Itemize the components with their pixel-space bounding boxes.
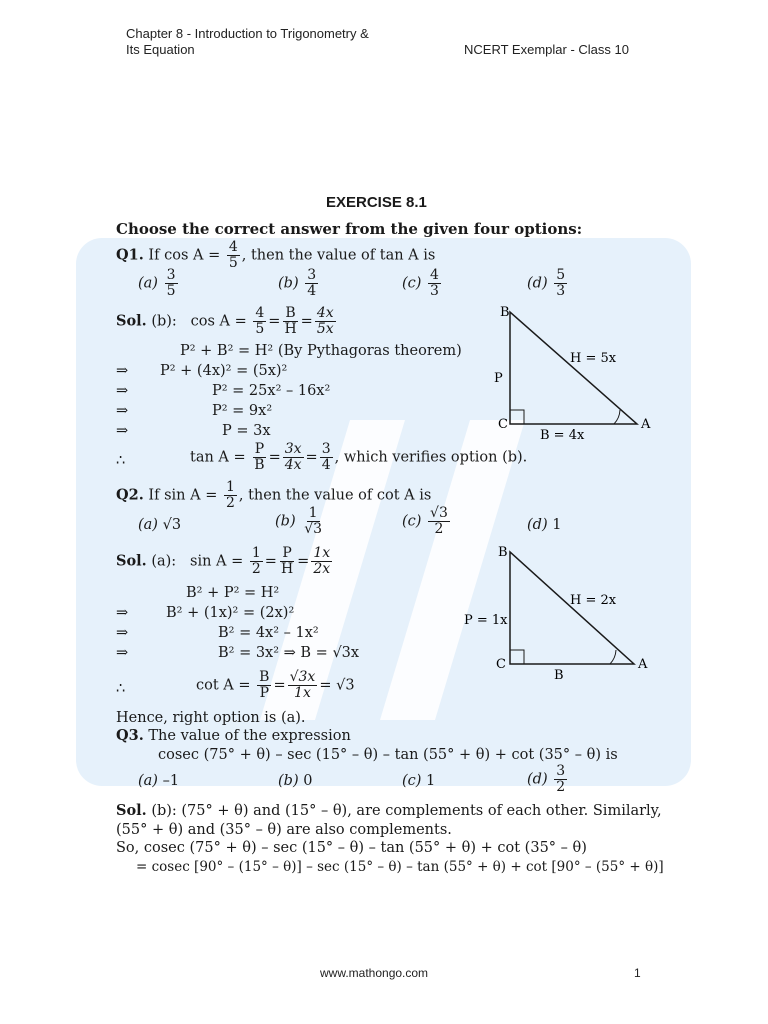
q1-solution-line1: Sol. (b): cos A = $\frac{4}{5}$ = $\frac{B}{H}$ = $\frac{4x}{5x}$ [116,305,334,337]
q1-question: Q1. If cos A = $\frac{4}{5}$ , then the value of tan A is [116,239,436,271]
q2-arrow-2: ⇒ [116,625,129,641]
q2-solution-line5: B² = 3x² ⇒ B = √3x [218,645,360,661]
q1-solution-line2: P² + B² = H² (By Pythagoras theorem) [180,343,462,359]
q2-tri-label-base: B [554,668,564,683]
q2-option-c: (c) $\frac{√3}{2}$ [402,505,448,537]
exercise-title: EXERCISE 8.1 [326,194,427,211]
q1-tri-label-p: P [494,371,503,386]
chapter-title-line2: Its Equation [126,42,195,57]
q2-tri-label-a: A [638,657,648,672]
q3-question: Q3. The value of the expression [116,727,351,744]
q1-option-b: (b) $\frac{3}{4}$ [278,267,317,299]
q2-tri-label-b: B [498,545,508,560]
q2-solution-line4: B² = 4x² – 1x² [218,625,319,641]
q2-triangle-diagram [458,542,658,684]
q2-question: Q2. If sin A = $\frac{1}{2}$ , then the value of cot A is [116,479,432,511]
chapter-title-line1: Chapter 8 - Introduction to Trigonometry & [126,26,369,41]
q3-solution-line2: (55° + θ) and (35° – θ) are also complements. [116,822,452,838]
q1-tri-label-a: A [641,417,651,432]
q1-option-a: (a) $\frac{3}{5}$ [138,267,176,299]
q2-therefore: ∴ [116,681,126,697]
q3-option-c: (c) 1 [402,773,436,789]
q1-arrow-1: ⇒ [116,363,129,379]
q2-option-d: (d) 1 [527,517,562,533]
q2-solution-line3: B² + (1x)² = (2x)² [166,605,295,621]
q1-triangle-diagram [490,300,660,445]
q1-tri-label-b: B [500,305,510,320]
q1-solution-line3: P² + (4x)² = (5x)² [160,363,288,379]
q1-tri-label-c: C [498,417,508,432]
q1-option-c: (c) $\frac{4}{3}$ [402,267,439,299]
q1-solution-line6: P = 3x [222,423,271,439]
q3-expression: cosec (75° + θ) – sec (15° – θ) – tan (55° + θ) + cot (35° – θ) is [158,747,618,763]
q1-tan-line: tan A = $\frac{P}{B}$ = $\frac{3x}{4x}$ = $\frac{3}{4}$ , which verifies option (b). [190,441,528,473]
q2-arrow-3: ⇒ [116,645,129,661]
q1-solution-line5: P² = 9x² [212,403,273,419]
q2-solution-line1: Sol. (a): sin A = $\frac{1}{2}$ = $\frac{P}{H}$ = $\frac{1x}{2x}$ [116,545,331,577]
q2-option-b: (b) $\frac{1}{√3}$ [275,505,323,537]
q1-option-d: (d) $\frac{5}{3}$ [527,267,566,299]
q2-solution-line2: B² + P² = H² [186,585,280,601]
page-number: 1 [634,966,641,980]
q1-therefore: ∴ [116,453,126,469]
q1-solution-line4: P² = 25x² – 16x² [212,383,331,399]
footer-site: www.mathongo.com [320,966,429,980]
book-title: NCERT Exemplar - Class 10 [464,42,629,57]
q1-tri-label-h: H = 5x [570,351,617,366]
q3-solution-line1: Sol. (b): (75° + θ) and (15° – θ), are complements of each other. Similarly, [116,802,662,819]
q3-option-a: (a) –1 [138,773,180,789]
q2-tri-label-h: H = 2x [570,593,617,608]
instruction: Choose the correct answer from the given four options: [116,220,583,238]
q1-arrow-4: ⇒ [116,423,129,439]
q2-cot-line: cot A = $\frac{B}{P}$ = $\frac{√3x}{1x}$ = √3 [196,669,355,701]
q1-tri-label-base: B = 4x [540,428,585,443]
q2-tri-label-p: P = 1x [464,613,508,628]
q2-hence: Hence, right option is (a). [116,710,306,726]
q3-solution-line4: = cosec [90° – (15° – θ)] – sec (15° – θ) – tan (55° + θ) + cot [90° – (55° + θ)] [136,859,664,875]
q2-tri-label-c: C [496,657,506,672]
q3-solution-line3: So, cosec (75° + θ) – sec (15° – θ) – tan (55° + θ) + cot (35° – θ) [116,840,587,856]
q2-option-a: (a) √3 [138,517,182,533]
q3-option-b: (b) 0 [278,773,313,789]
q1-arrow-2: ⇒ [116,383,129,399]
q1-arrow-3: ⇒ [116,403,129,419]
q3-option-d: (d) $\frac{3}{2}$ [527,763,566,795]
q2-arrow-1: ⇒ [116,605,129,621]
